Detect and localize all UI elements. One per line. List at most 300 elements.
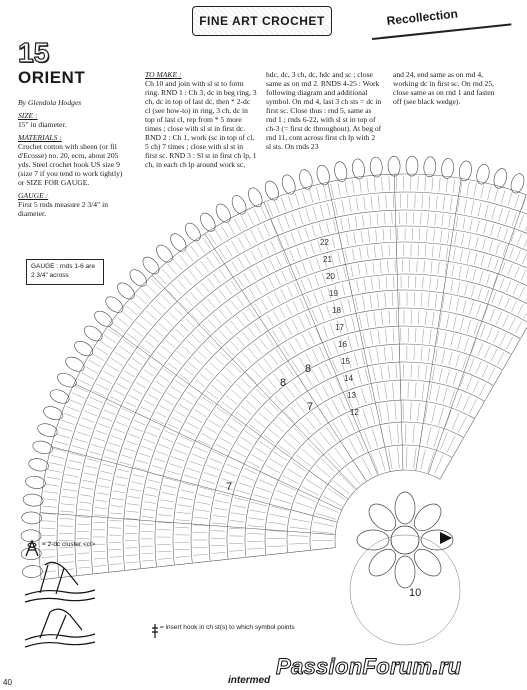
stitch-mark (59, 526, 73, 527)
stitch-mark (312, 370, 319, 382)
stitch-mark (115, 352, 127, 360)
stitch-mark (452, 264, 454, 276)
stitch-mark (84, 473, 96, 475)
stitch-mark (185, 250, 193, 261)
stitch-mark (102, 464, 114, 467)
stitch-mark (192, 454, 205, 459)
stitch-mark (517, 233, 521, 244)
watermark: PassionForum.ru (276, 654, 462, 679)
stitch-mark (268, 296, 274, 306)
stitch-mark (219, 289, 226, 299)
stitch-mark (127, 511, 139, 512)
stitch-mark (464, 200, 466, 214)
stitch-mark (511, 301, 516, 312)
stitch-mark (192, 335, 201, 343)
stitch-mark (339, 396, 346, 411)
stitch-mark (453, 372, 457, 385)
stitch-mark (69, 400, 82, 405)
stitch-mark (279, 483, 295, 490)
stitch-mark (215, 357, 224, 365)
stitch-mark (315, 275, 319, 286)
stitch-mark (230, 520, 244, 522)
stitch-mark (254, 418, 265, 427)
stitch-mark (432, 245, 433, 257)
stitch-mark (274, 200, 279, 213)
stitch-mark (378, 195, 379, 209)
stitch-mark (225, 347, 233, 356)
stitch-mark (101, 471, 113, 474)
stitch-mark (358, 370, 362, 383)
stitch-mark (491, 349, 497, 362)
stitch-mark (460, 374, 465, 387)
stitch-mark (290, 527, 309, 529)
stitch-mark (255, 448, 267, 455)
stitch-mark (371, 196, 372, 210)
stitch-mark (250, 510, 266, 513)
round-label: 12 (350, 408, 359, 417)
stitch-mark (421, 347, 422, 361)
stitch-mark (449, 352, 452, 366)
stitch-mark (288, 433, 300, 444)
stitch-mark (174, 449, 187, 454)
stitch-mark (319, 505, 338, 513)
stitch-mark (435, 213, 436, 225)
stitch-mark (327, 203, 330, 217)
stitch-mark (372, 429, 377, 447)
stitch-mark (175, 380, 185, 387)
radial-spoke (428, 195, 526, 474)
stitch-mark (113, 390, 124, 395)
stitch-mark (63, 489, 77, 491)
stitch-mark (114, 429, 125, 433)
stitch-mark (286, 304, 291, 315)
stitch-mark (480, 271, 483, 283)
round-label: 15 (341, 357, 350, 366)
stitch-mark (49, 463, 63, 466)
radial-spoke (51, 447, 337, 523)
stitch-mark (485, 290, 489, 301)
stitch-mark (81, 487, 93, 489)
stitch-mark (179, 404, 189, 410)
stitch-mark (256, 389, 266, 399)
stitch-mark (285, 323, 292, 335)
stitch-mark (176, 556, 190, 557)
stitch-mark (83, 480, 95, 482)
stitch-mark (214, 335, 222, 344)
stitch-mark (439, 368, 442, 382)
round-label: 22 (320, 238, 329, 247)
stitch-mark (209, 420, 221, 427)
stitch-mark (244, 273, 250, 283)
stitch-mark (467, 320, 471, 333)
stitch-mark (322, 459, 336, 472)
stitch-mark (196, 287, 204, 296)
stitch-mark (231, 513, 245, 515)
stitch-mark (225, 245, 232, 257)
stitch-mark (144, 400, 155, 406)
stitch-mark (247, 533, 263, 534)
size-heading: SIZE : (18, 111, 38, 120)
stitch-mark (313, 437, 325, 450)
stitch-mark (368, 230, 369, 242)
stitch-mark (264, 358, 273, 369)
stitch-mark (170, 334, 179, 342)
stitch-mark (393, 328, 394, 342)
stitch-mark (453, 179, 455, 193)
stitch-mark (348, 299, 351, 313)
stitch-mark (175, 329, 184, 337)
stitch-mark (439, 178, 440, 192)
stitch-mark (251, 394, 261, 404)
edge-scallop (31, 439, 53, 456)
stitch-mark (488, 368, 494, 380)
callout-number: 8 (305, 363, 312, 375)
stitch-mark (61, 504, 75, 505)
stitch-mark (259, 413, 270, 422)
stitch-mark (356, 435, 364, 452)
stitch-mark (221, 226, 228, 238)
stitch-mark (497, 226, 501, 237)
stitch-mark (325, 404, 333, 418)
round-label: 17 (335, 323, 344, 332)
stitch-mark (187, 468, 200, 472)
section-label: Recollection (386, 6, 459, 28)
stitch-mark (262, 281, 268, 292)
stitch-mark (328, 488, 345, 500)
stitch-mark (216, 444, 228, 450)
stitch-mark (370, 214, 371, 226)
stitch-mark (136, 295, 146, 304)
stitch-mark (276, 490, 293, 496)
edge-scallop (21, 511, 42, 524)
stitch-mark (449, 296, 452, 310)
stitch-mark (387, 403, 389, 421)
stitch-mark (113, 491, 125, 493)
stitch-mark (213, 515, 227, 517)
stitch-mark (119, 346, 131, 354)
stitch-mark (132, 328, 143, 337)
stitch-mark (259, 441, 271, 449)
stitch-mark (78, 509, 90, 510)
stitch-mark (435, 294, 437, 308)
stitch-mark (225, 305, 232, 315)
stitch-mark (509, 318, 515, 331)
stitch-mark (133, 474, 145, 477)
stitch-mark (471, 201, 474, 215)
stitch-mark (363, 332, 366, 346)
stitch-mark (474, 183, 477, 197)
stitch-mark (110, 564, 122, 565)
stitch-mark (352, 249, 354, 261)
stitch-mark (245, 431, 257, 439)
stitch-mark (295, 193, 299, 206)
stitch-mark (86, 466, 98, 469)
stitch-mark (232, 262, 238, 272)
stitch-mark (290, 250, 294, 261)
stitch-mark (196, 502, 210, 505)
stitch-mark (367, 178, 368, 192)
stitch-mark (142, 517, 154, 518)
stitch-mark (369, 349, 372, 363)
stitch-mark (279, 327, 286, 339)
stitch-mark (314, 522, 335, 526)
stitch-mark (266, 335, 274, 347)
stitch-mark (120, 377, 130, 383)
stitch-mark (414, 292, 415, 306)
stitch-mark (383, 229, 384, 241)
stitch-mark (94, 558, 106, 559)
stitch-mark (515, 194, 519, 207)
stitch-mark (366, 313, 368, 327)
stitch-mark (168, 264, 177, 275)
stitch-mark (183, 429, 196, 435)
stitch-mark (141, 553, 153, 554)
edge-scallop (42, 404, 65, 422)
stitch-mark (201, 433, 213, 439)
stitch-mark (460, 181, 462, 195)
stitch-mark (237, 296, 244, 306)
stitch-mark (285, 216, 290, 229)
stitch-mark (301, 280, 305, 291)
stitch-mark (373, 262, 374, 274)
stitch-mark (161, 346, 170, 353)
stitch-mark (281, 198, 286, 211)
stitch-mark (200, 261, 208, 272)
stitch-mark (341, 301, 345, 315)
round-arc (75, 210, 527, 576)
stitch-mark (453, 316, 456, 330)
stitch-mark (464, 338, 468, 351)
stitch-mark (438, 262, 439, 274)
edge-scallop (263, 179, 281, 202)
stitch-mark (277, 238, 282, 249)
stitch-mark (490, 309, 495, 322)
stitch-mark (187, 422, 199, 429)
stitch-mark (101, 417, 112, 422)
stitch-mark (104, 410, 115, 415)
stitch-mark (442, 214, 443, 226)
stitch-mark (418, 403, 420, 421)
stitch-mark (231, 301, 238, 311)
stitch-mark (463, 218, 465, 230)
stitch-mark (381, 366, 383, 380)
stitch-mark (422, 194, 423, 208)
stitch-mark (465, 283, 468, 295)
stitch-mark (280, 308, 286, 319)
stitch-mark (225, 285, 232, 295)
stitch-mark (231, 390, 242, 399)
stitch-mark (202, 480, 215, 484)
stitch-mark (445, 410, 451, 427)
stitch-mark (107, 364, 119, 371)
stitch-mark (415, 328, 416, 342)
stitch-mark (193, 547, 207, 548)
insert-hook-symbol-icon (150, 622, 160, 640)
stitch-mark (345, 250, 347, 262)
stitch-mark (104, 335, 116, 343)
stitch-mark (349, 439, 358, 456)
stitch-mark (241, 475, 254, 480)
stitch-mark (231, 241, 238, 253)
callout-number: 10 (409, 587, 422, 599)
stitch-mark (354, 353, 358, 367)
stitch-mark (296, 402, 305, 413)
edge-scallop (388, 156, 401, 176)
stitch-mark (166, 340, 175, 348)
size-text: 15" in diameter. (18, 120, 67, 129)
stitch-mark (280, 391, 289, 402)
stitch-mark (125, 402, 136, 407)
stitch-mark (302, 262, 306, 273)
stitch-mark (494, 330, 500, 343)
stitch-mark (76, 432, 89, 436)
stitch-mark (118, 469, 130, 472)
stitch-mark (98, 486, 110, 488)
stitch-mark (478, 287, 481, 298)
stitch-mark (300, 422, 311, 434)
stitch-mark (365, 369, 368, 383)
stitch-mark (131, 300, 142, 309)
stitch-mark (410, 402, 411, 420)
stitch-mark (226, 368, 236, 378)
stitch-mark (263, 262, 268, 273)
stitch-mark (205, 427, 217, 434)
stitch-mark (229, 550, 243, 551)
stitch-mark (386, 195, 387, 209)
stitch-mark (425, 404, 428, 422)
stitch-mark (190, 416, 202, 423)
stitch-mark (321, 290, 325, 301)
stitch-mark (322, 385, 329, 397)
stitch-mark (103, 371, 115, 378)
stitch-mark (157, 274, 167, 284)
stitch-mark (223, 431, 235, 438)
stitch-mark (64, 413, 77, 418)
stitch-mark (136, 322, 147, 331)
stitch-mark (333, 481, 349, 494)
stitch-mark (418, 176, 419, 190)
stitch-mark (477, 221, 480, 233)
edge-scallop (72, 338, 95, 359)
edge-scallop (168, 231, 190, 254)
stitch-mark (292, 213, 297, 226)
stitch-mark (92, 354, 104, 361)
stitch-mark (144, 439, 155, 443)
to-make-text-3: and 24, end same as on rnd 4, working dc in first sc. On rnd 25, close same as on rnd 1 and fasten off (see black wedge). (393, 70, 495, 106)
stitch-mark (389, 425, 392, 444)
stitch-mark (197, 329, 205, 338)
stitch-mark (264, 244, 269, 255)
stitch-mark (206, 257, 214, 268)
stitch-mark (141, 316, 152, 325)
stitch-mark (421, 293, 422, 307)
stitch-mark (187, 340, 196, 348)
gauge-note-box: GAUGE : rnds 1-6 are 2 3/4" across (26, 259, 104, 285)
fine-art-crochet-banner: FINE ART CROCHET (192, 6, 332, 36)
stitch-mark (140, 376, 150, 382)
stitch-mark (309, 189, 313, 203)
stitch-mark (437, 278, 439, 290)
stitch-mark (292, 461, 307, 471)
stitch-mark (323, 325, 328, 338)
round-label: 14 (344, 374, 353, 383)
stitch-mark (55, 441, 68, 445)
stitch-mark (48, 470, 62, 473)
stitch-mark (132, 389, 142, 395)
stitch-mark (488, 257, 491, 268)
stitch-mark (504, 229, 508, 240)
stitch-mark (432, 367, 434, 381)
stitch-mark (142, 560, 154, 561)
stitch-mark (467, 182, 469, 196)
stitch-mark (332, 237, 335, 249)
stitch-mark (287, 468, 302, 477)
stitch-mark (119, 462, 131, 465)
stitch-mark (169, 312, 178, 320)
stitch-mark (385, 383, 387, 399)
stitch-mark (267, 546, 285, 547)
stitch-mark (141, 446, 152, 450)
stitch-mark (124, 371, 134, 377)
stitch-mark (284, 235, 288, 246)
stitch-mark (316, 513, 336, 519)
stitch-mark (43, 506, 57, 507)
stitch-mark (298, 230, 302, 241)
chart-center-flower (350, 492, 460, 645)
stitch-mark (299, 316, 305, 329)
stitch-mark (166, 289, 176, 299)
stitch-mark (171, 386, 181, 393)
stitch-mark (272, 330, 279, 342)
stitch-mark (316, 465, 331, 477)
stitch-mark (128, 364, 138, 370)
stitch-mark (429, 384, 432, 400)
stitch-mark (211, 552, 225, 553)
stitch-mark (362, 296, 364, 310)
stitch-mark (487, 327, 492, 340)
stitch-mark (344, 267, 347, 279)
stitch-mark (470, 302, 474, 315)
publisher-footer: intermed (228, 675, 271, 686)
stitch-mark (231, 342, 239, 351)
stitch-mark (398, 447, 400, 468)
stitch-mark (355, 216, 357, 228)
stitch-mark (329, 381, 335, 394)
stitch-mark (414, 346, 415, 360)
stitch-mark (146, 311, 156, 320)
stitch-mark (434, 455, 443, 474)
stitch-mark (374, 177, 375, 191)
stitch-mark (258, 363, 267, 374)
stitch-mark (392, 382, 393, 398)
stitch-mark (292, 361, 299, 373)
stitch-mark (117, 317, 128, 326)
stitch-mark (348, 336, 352, 349)
stitch-mark (521, 270, 526, 281)
stitch-mark (87, 459, 99, 462)
stitch-mark (183, 398, 193, 404)
stitch-mark (496, 312, 501, 325)
stitch-mark (415, 382, 416, 398)
stitch-mark (439, 246, 440, 258)
stitch-mark (195, 447, 208, 453)
cluster-symbol-icon (22, 538, 42, 558)
stitch-mark (313, 206, 317, 219)
stitch-mark (148, 394, 158, 400)
stitch-mark (257, 247, 262, 258)
stitch-mark (244, 234, 251, 246)
stitch-mark (242, 332, 249, 341)
